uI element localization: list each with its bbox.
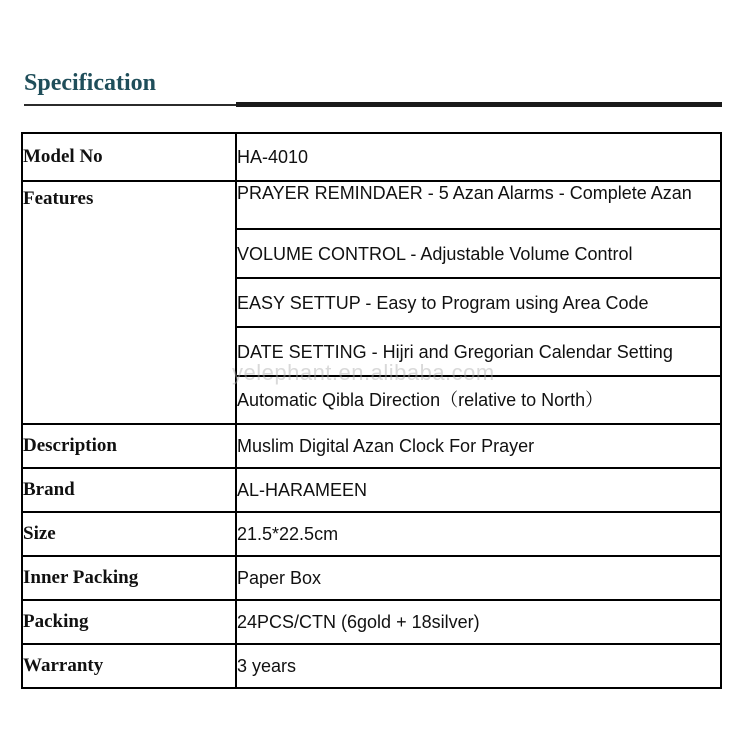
feature-item: Automatic Qibla Direction（relative to North）	[236, 376, 721, 424]
row-label: Description	[22, 424, 236, 468]
row-value: Paper Box	[236, 556, 721, 600]
row-label: Features	[22, 181, 236, 424]
page-title: Specification	[24, 70, 156, 96]
table-row-size	[22, 512, 721, 556]
table-row-model-no	[22, 133, 721, 181]
title-underline-thin	[24, 104, 236, 106]
feature-item: PRAYER REMINDAER - 5 Azan Alarms - Complete Azan	[236, 181, 721, 229]
title-underline-thick	[236, 102, 722, 107]
table-row-warranty	[22, 644, 721, 688]
specification-table	[21, 132, 722, 689]
row-value: HA-4010	[236, 133, 721, 181]
feature-item: VOLUME CONTROL - Adjustable Volume Control	[236, 229, 721, 278]
row-value: 21.5*22.5cm	[236, 512, 721, 556]
row-value: AL-HARAMEEN	[236, 468, 721, 512]
table-row-packing	[22, 600, 721, 644]
row-label: Warranty	[22, 644, 236, 688]
row-value: 24PCS/CTN (6gold + 18silver)	[236, 600, 721, 644]
row-label: Inner Packing	[22, 556, 236, 600]
row-label: Size	[22, 512, 236, 556]
feature-item: EASY SETTUP - Easy to Program using Area Code	[236, 278, 721, 327]
row-label: Model No	[22, 133, 236, 181]
row-value: Muslim Digital Azan Clock For Prayer	[236, 424, 721, 468]
row-label: Packing	[22, 600, 236, 644]
table-row-brand	[22, 468, 721, 512]
table-row-description	[22, 424, 721, 468]
row-value: 3 years	[236, 644, 721, 688]
table-row-inner-packing	[22, 556, 721, 600]
row-label: Brand	[22, 468, 236, 512]
watermark: yelephant.en.alibaba.com	[232, 360, 495, 385]
feature-item: DATE SETTING - Hijri and Gregorian Calendar Setting	[236, 327, 721, 376]
table-row-features	[22, 181, 721, 229]
